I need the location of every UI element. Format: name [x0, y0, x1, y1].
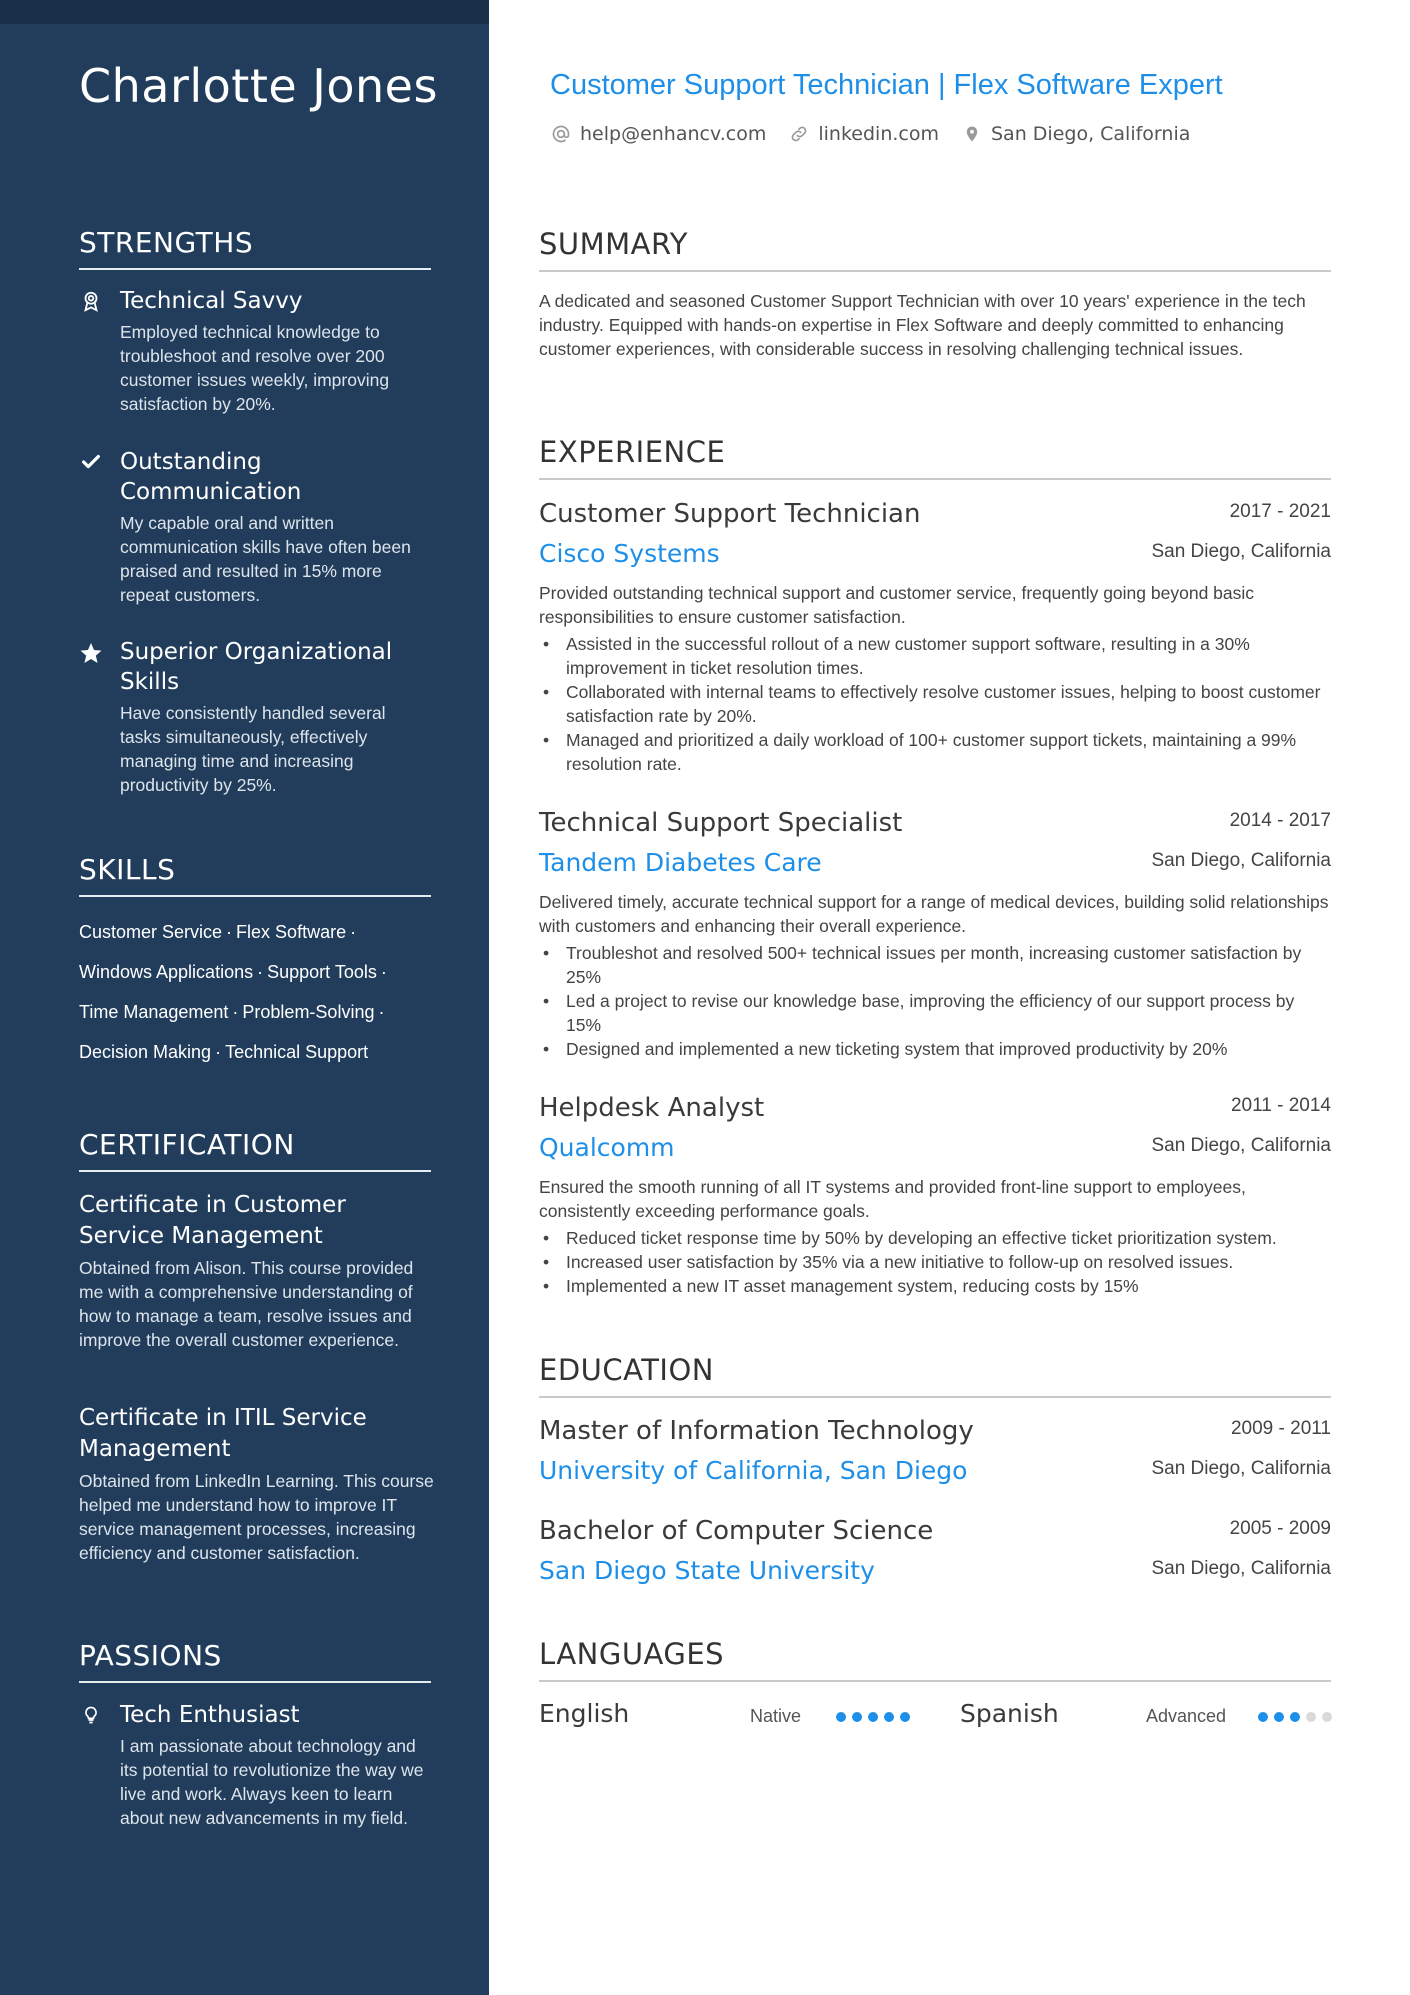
education-entry	[539, 1414, 1331, 1494]
bullet-item: • Collaborated with internal teams to effectively resolve customer issues, helping to boost customer satisfaction rate by 20%.	[539, 680, 1331, 728]
bullet-item: • Reduced ticket response time by 50% by developing an effective ticket prioritization system.	[539, 1226, 1331, 1250]
bullet-item: • Led a project to revise our knowledge base, improving the efficiency of our support process by 15%	[539, 989, 1331, 1037]
education-entry	[539, 1514, 1331, 1594]
contact-email[interactable]	[550, 120, 766, 148]
award-icon	[79, 290, 103, 314]
job-title: Helpdesk Analyst	[539, 1093, 765, 1123]
job-title: Technical Support Specialist	[539, 808, 903, 838]
email-text: help@enhancv.com	[580, 123, 767, 145]
summary-text: A dedicated and seasoned Customer Support Technician with over 10 years' experience in the tech industry. Equipped with hands-on expertise in Flex Software and deeply committed to enhancing customer experiences, with considerable success in resolving challenging technical issues.	[539, 291, 1306, 359]
job-description: Delivered timely, accurate technical support for a range of medical devices, building solid relationships with customers and enhancing their overall experience.	[539, 892, 1329, 936]
job-bullets	[539, 1226, 1331, 1298]
experience-entry	[539, 1091, 1331, 1298]
job-bullets	[539, 941, 1331, 1061]
education-dates: 2009 - 2011	[1230, 1418, 1331, 1439]
passion-title: Tech Enthusiast	[120, 1702, 300, 1728]
job-location: San Diego, California	[1151, 850, 1331, 871]
strength-item	[79, 286, 439, 416]
bullet-item: • Assisted in the successful rollout of a new customer support software, resulting in a 30% improvement in ticket resolution times.	[539, 632, 1331, 680]
experience-entry	[539, 806, 1331, 1061]
rating-dot-empty	[1322, 1712, 1332, 1722]
strength-item	[79, 637, 439, 797]
link-icon	[788, 123, 810, 145]
education-dates: 2005 - 2009	[1229, 1518, 1331, 1539]
star-icon	[79, 641, 103, 665]
contact-linkedin[interactable]	[788, 120, 939, 148]
main-content	[489, 0, 1410, 1995]
job-description: Ensured the smooth running of all IT systems and provided front-line support to employees, consistently exceeding performance goals.	[539, 1177, 1246, 1221]
education-heading: EDUCATION	[539, 1352, 1331, 1398]
rating-dot-filled	[1290, 1712, 1300, 1722]
strength-desc: My capable oral and written communication skills have often been praised and resulted in 15% more repeat customers.	[120, 513, 411, 605]
language-item	[960, 1696, 1331, 1736]
language-name: English	[539, 1699, 630, 1728]
lightbulb-icon	[79, 1704, 103, 1728]
certification-heading: CERTIFICATION	[79, 1128, 431, 1172]
strength-item	[79, 447, 439, 607]
degree-title: Master of Information Technology	[539, 1416, 974, 1446]
skill-item: Problem-Solving	[242, 1002, 375, 1022]
strength-title: Technical Savvy	[120, 288, 303, 314]
summary-heading: SUMMARY	[539, 226, 1331, 272]
skill-item: Decision Making	[79, 1042, 212, 1062]
language-rating	[1258, 1712, 1332, 1722]
company-name: Qualcomm	[539, 1133, 675, 1162]
job-dates: 2014 - 2017	[1229, 810, 1331, 831]
job-description: Provided outstanding technical support and customer service, frequently going beyond basic responsibilities to ensure customer satisfaction.	[539, 583, 1255, 627]
rating-dot-filled	[836, 1712, 846, 1722]
languages-heading: LANGUAGES	[539, 1636, 1331, 1682]
linkedin-text: linkedin.com	[818, 123, 939, 145]
certification-title: Certificate in Customer Service Management	[79, 1192, 346, 1249]
certification-title: Certificate in ITIL Service Management	[79, 1405, 367, 1462]
location-pin-icon	[961, 123, 983, 145]
language-level: Native	[750, 1706, 802, 1726]
rating-dot-filled	[900, 1712, 910, 1722]
certification-desc: Obtained from Alison. This course provided me with a comprehensive understanding of how to manage a team, resolve issues and improve the overall customer experience.	[79, 1258, 414, 1350]
certification-item	[79, 1190, 435, 1352]
company-name: Tandem Diabetes Care	[539, 848, 822, 877]
strengths-heading: STRENGTHS	[79, 226, 431, 270]
skill-item: Technical Support	[225, 1042, 369, 1062]
rating-dot-filled	[852, 1712, 862, 1722]
bullet-item: • Managed and prioritized a daily workload of 100+ customer support tickets, maintaining a 99% resolution rate.	[539, 728, 1331, 776]
rating-dot-filled	[1274, 1712, 1284, 1722]
experience-entry	[539, 497, 1331, 776]
passion-desc: I am passionate about technology and its potential to revolutionize the way we live and work. Always keen to learn about new advancements in my field.	[120, 1736, 424, 1828]
rating-dot-empty	[1306, 1712, 1316, 1722]
location-text: San Diego, California	[991, 123, 1191, 145]
contact-location	[961, 120, 1190, 148]
skill-item: Customer Service	[79, 922, 223, 942]
language-level: Advanced	[1146, 1706, 1227, 1726]
school-location: San Diego, California	[1151, 1558, 1331, 1579]
passions-heading: PASSIONS	[79, 1639, 431, 1683]
job-dates: 2017 - 2021	[1229, 501, 1331, 522]
certification-desc: Obtained from LinkedIn Learning. This course helped me understand how to improve IT service management processes, increasing efficiency and customer satisfaction.	[79, 1471, 434, 1563]
skills-heading: SKILLS	[79, 853, 431, 897]
school-name: University of California, San Diego	[539, 1456, 968, 1485]
job-location: San Diego, California	[1151, 1135, 1331, 1156]
degree-title: Bachelor of Computer Science	[539, 1516, 934, 1546]
bullet-item: • Implemented a new IT asset management system, reducing costs by 15%	[539, 1274, 1331, 1298]
skill-item: Time Management	[79, 1002, 229, 1022]
skills-list: Customer Service · Flex Software · Windows Applications · Support Tools · Time Management · Problem-Solving · Decision Making · Technical Support	[79, 922, 387, 1062]
job-title: Customer Support Technician	[539, 499, 921, 529]
strength-title: Superior Organizational Skills	[120, 639, 393, 695]
languages-row	[539, 1696, 1331, 1736]
at-icon	[550, 123, 572, 145]
bullet-item: • Increased user satisfaction by 35% via a new initiative to follow-up on resolved issues.	[539, 1250, 1331, 1274]
skill-item: Flex Software	[236, 922, 347, 942]
strength-desc: Have consistently handled several tasks simultaneously, effectively managing time and increasing productivity by 25%.	[120, 703, 386, 795]
language-rating	[836, 1712, 910, 1722]
job-location: San Diego, California	[1151, 541, 1331, 562]
certification-item	[79, 1403, 435, 1565]
school-name: San Diego State University	[539, 1556, 875, 1585]
headline: Customer Support Technician | Flex Software Expert	[550, 69, 1223, 101]
job-bullets	[539, 632, 1331, 776]
bullet-item: • Designed and implemented a new ticketing system that improved productivity by 20%	[539, 1037, 1331, 1061]
skill-item: Support Tools	[267, 962, 377, 982]
job-dates: 2011 - 2014	[1230, 1095, 1331, 1116]
rating-dot-filled	[884, 1712, 894, 1722]
company-name: Cisco Systems	[539, 539, 720, 568]
language-item	[539, 1696, 919, 1736]
candidate-name: Charlotte Jones	[79, 59, 438, 113]
experience-heading: EXPERIENCE	[539, 434, 1331, 480]
passion-item	[79, 1700, 439, 1830]
strength-desc: Employed technical knowledge to troubleshoot and resolve over 200 customer issues weekly, improving satisfaction by 20%.	[120, 322, 390, 414]
strength-title: Outstanding Communication	[120, 449, 302, 505]
skill-item: Windows Applications	[79, 962, 254, 982]
bullet-item: • Troubleshot and resolved 500+ technical issues per month, increasing customer satisfaction by 25%	[539, 941, 1331, 989]
rating-dot-filled	[1258, 1712, 1268, 1722]
sidebar	[0, 0, 489, 1995]
contact-bar	[550, 120, 1190, 148]
language-name: Spanish	[960, 1699, 1059, 1728]
check-icon	[79, 451, 103, 475]
rating-dot-filled	[868, 1712, 878, 1722]
school-location: San Diego, California	[1151, 1458, 1331, 1479]
sidebar-top-bar	[0, 0, 489, 24]
